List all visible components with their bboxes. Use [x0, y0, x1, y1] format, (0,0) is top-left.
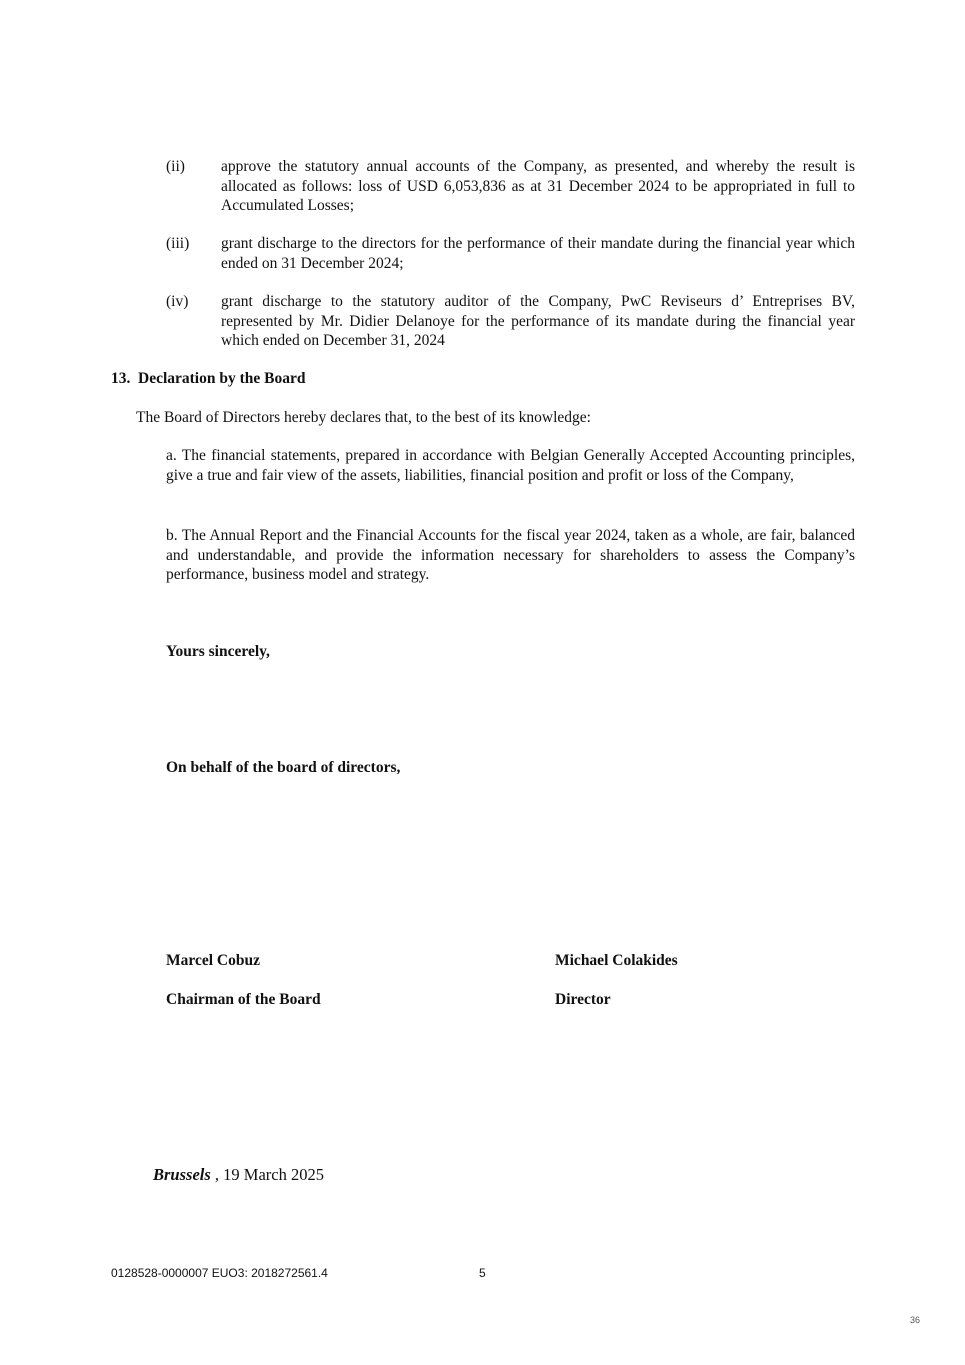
signatory-title: Chairman of the Board: [166, 991, 321, 1008]
resolution-item-text: grant discharge to the statutory auditor of the Company, PwC Reviseurs d’ Entreprises BV, represented by Mr. Didier Delanoye for the performance of its mandate during the financial year which ended on December 31, 2024: [221, 293, 855, 349]
on-behalf-line: On behalf of the board of directors,: [166, 759, 401, 776]
global-page-number: 36: [910, 1315, 921, 1325]
place: Brussels: [153, 1165, 211, 1184]
signatory-title: Director: [555, 991, 611, 1008]
item-label: (iv): [166, 293, 189, 310]
item-label: (ii): [166, 158, 185, 175]
signatory-name: Marcel Cobuz: [166, 952, 260, 969]
signatory-name: Michael Colakides: [555, 952, 678, 969]
salutation: Yours sincerely,: [166, 643, 270, 660]
section-intro: The Board of Directors hereby declares that, to the best of its knowledge:: [136, 409, 591, 426]
resolution-item-text: approve the statutory annual accounts of the Company, as presented, and whereby the result is allocated as follows: loss of USD 6,053,836 as at 31 December 2024 to be appropriated in full to Accumulated Losses;: [221, 158, 855, 214]
page-number: 5: [479, 1266, 486, 1280]
date: , 19 March 2025: [214, 1165, 324, 1184]
declaration-point-b: b. The Annual Report and the Financial Accounts for the fiscal year 2024, taken as a whole, are fair, balanced and understandable, and provide the information necessary for shareholders to assess the Company’s performance, business model and strategy.: [166, 527, 855, 583]
resolution-item-text: grant discharge to the directors for the performance of their mandate during the financial year which ended on 31 December 2024;: [221, 235, 855, 272]
item-label: (iii): [166, 235, 190, 252]
section-number: 13.: [111, 370, 131, 387]
document-reference: 0128528-0000007 EUO3: 2018272561.4: [111, 1266, 328, 1280]
declaration-point-a: a. The financial statements, prepared in accordance with Belgian Generally Accepted Accounting principles, give a true and fair view of the assets, liabilities, financial position and profit or loss of the Company,: [166, 447, 855, 484]
section-heading: Declaration by the Board: [138, 370, 306, 387]
place-date: [153, 1165, 324, 1185]
